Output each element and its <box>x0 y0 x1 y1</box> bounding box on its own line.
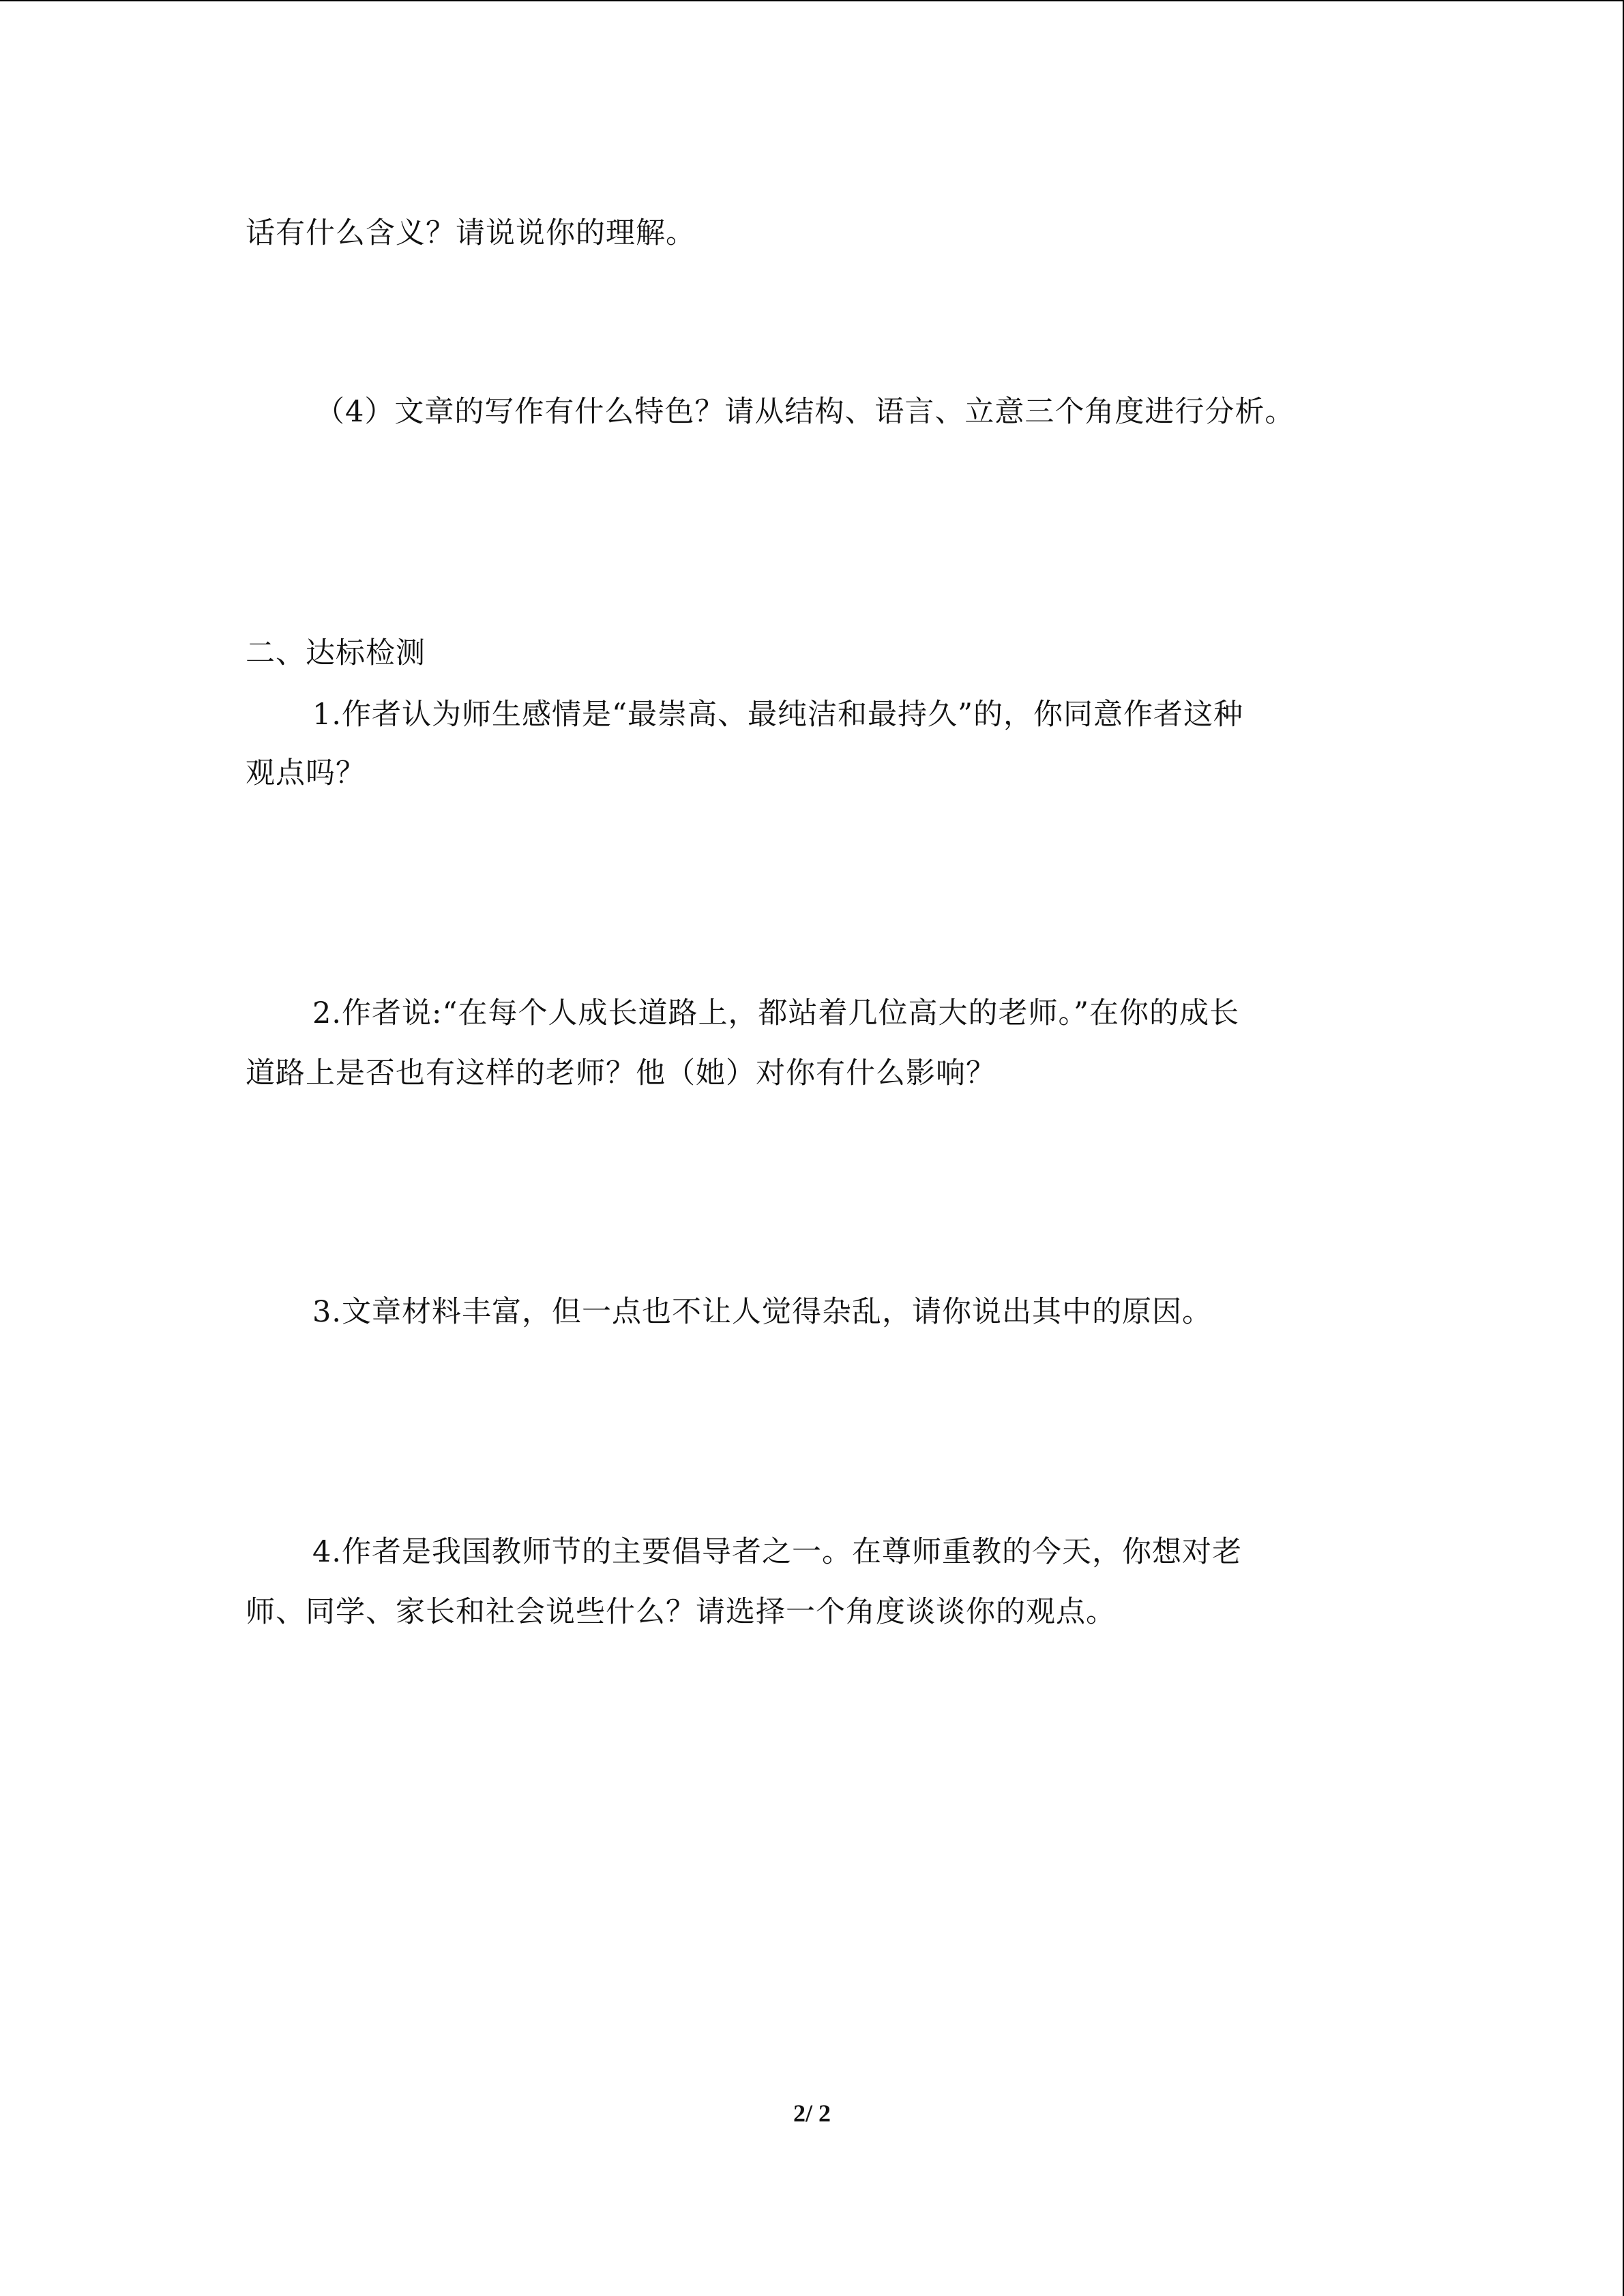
question-4: （4）文章的写作有什么特色？请从结构、语言、立意三个角度进行分析。 <box>315 395 1295 429</box>
item-4-line-2: 师、同学、家长和社会说些什么？请选择一个角度谈谈你的观点。 <box>246 1595 1116 1629</box>
question-3-continuation: 话有什么含义？请说说你的理解。 <box>246 216 696 250</box>
section-2-title: 二、达标检测 <box>246 636 426 670</box>
item-4-line-1: 4.作者是我国教师节的主要倡导者之一。在尊师重教的今天，你想对老 <box>312 1535 1243 1569</box>
item-1-line-1: 1.作者认为师生感情是“最崇高、最纯洁和最持久”的，你同意作者这种 <box>312 698 1243 732</box>
item-2-line-2: 道路上是否也有这样的老师？他（她）对你有什么影响？ <box>246 1056 996 1090</box>
item-1-line-2: 观点吗？ <box>246 756 366 790</box>
item-2-line-1: 2.作者说:“在每个人成长道路上，都站着几位高大的老师。”在你的成长 <box>312 996 1239 1030</box>
page-number: 2/ 2 <box>793 2100 831 2127</box>
item-3-line-1: 3.文章材料丰富，但一点也不让人觉得杂乱，请你说出其中的原因。 <box>312 1295 1213 1329</box>
